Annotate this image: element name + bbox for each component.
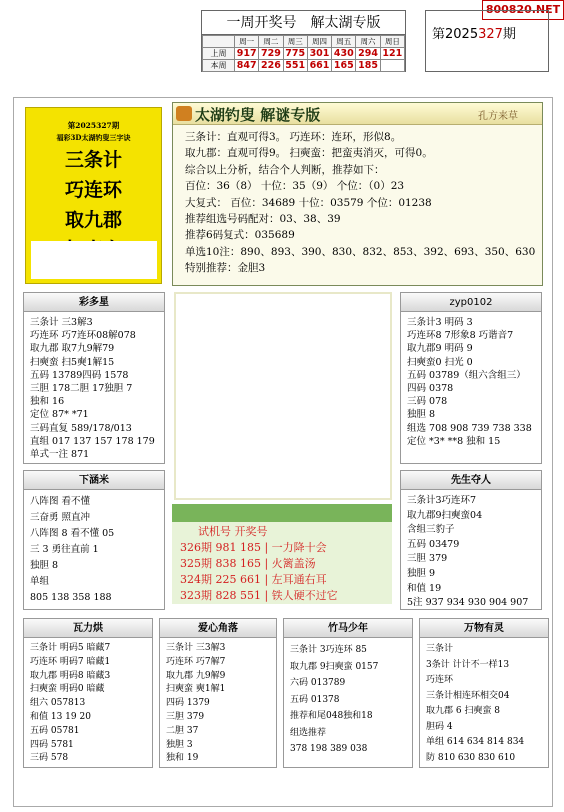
box-line: 四码 5781 xyxy=(30,739,74,750)
period-label: 第2025327期 xyxy=(425,10,549,72)
box-line: 胆码 4 xyxy=(426,721,453,732)
box-line: 巧连环 巧7解7 xyxy=(166,656,226,667)
analysis-line: 百位：36（8） 十位：35（9） 个位：（0）23 xyxy=(185,180,405,193)
draw-value: 551 xyxy=(283,60,307,72)
trial-row xyxy=(180,540,392,556)
box-line: 5注 937 934 930 904 907 xyxy=(407,597,529,609)
box-line: 扫奭蛮 明码0 暗藏 xyxy=(30,684,105,695)
box-line: 取九郡 6 扫奭蛮 8 xyxy=(426,706,501,716)
box-line: 六码 013789 xyxy=(290,678,346,688)
box-line: 单组 614 634 814 834 xyxy=(426,737,525,747)
period-number: 327 xyxy=(478,27,503,42)
box-body xyxy=(24,638,152,766)
trial-period: 324期 225 xyxy=(180,573,240,586)
box-line: 巧连环 巧7连环08解078 xyxy=(30,330,136,342)
weekly-title: 一周开奖号 解太湖专版 xyxy=(202,11,405,35)
box-line: 定位 *3* **8 独和 15 xyxy=(407,435,501,447)
box-line: 独胆 8 xyxy=(407,409,436,421)
day-header: 周二 xyxy=(259,36,283,48)
draw-value: 121 xyxy=(380,48,404,60)
box-line: 五码 01378 xyxy=(290,694,340,705)
box-line: 取九郡9扫奭蛮04 xyxy=(407,509,483,521)
box-line: 三码 078 xyxy=(407,396,448,408)
box-line: 三胆 379 xyxy=(166,711,205,722)
box-title: 爱心角落 xyxy=(160,619,276,638)
trial-phrase: | 火篱盖汤 xyxy=(260,557,316,570)
box-line: 三条计 三3解3 xyxy=(166,643,226,653)
draw-value xyxy=(380,60,404,72)
box-line: 三码直复 589/178/013 xyxy=(30,422,132,434)
box-line: 三条计 xyxy=(426,644,454,654)
trial-period: 326期 981 xyxy=(180,541,240,554)
analysis-line: 大复式： 百位：34689 十位：03579 个位：01238 xyxy=(185,196,432,209)
box-line: 扫奭蛮 奭1解1 xyxy=(166,684,226,695)
analysis-line: 特别推荐：金胆3 xyxy=(185,262,266,275)
box-line: 独胆 9 xyxy=(407,567,436,579)
box-line: 独和 19 xyxy=(166,753,199,764)
trial-numbers-panel xyxy=(172,504,392,604)
box-xiahanmi xyxy=(23,470,165,610)
box-line: 五码 03479 xyxy=(407,538,460,550)
riddle-word: 巧连环 xyxy=(64,179,122,201)
box-line: 八阵图 8 看不懂 05 xyxy=(30,528,115,539)
box-line: 五码 13789四码 1578 xyxy=(30,369,129,381)
box-line: 和值 19 xyxy=(407,582,442,594)
box-body xyxy=(160,638,276,766)
trial-header: 试机号 开奖号 xyxy=(198,525,268,538)
draw-value: 917 xyxy=(235,48,259,60)
box-line: 扫奭蛮 扫5奭1解15 xyxy=(30,356,115,368)
open-number: 551 xyxy=(239,589,261,602)
riddle-word: 三条计 xyxy=(64,149,122,171)
box-line: 组选 708 908 739 738 338 xyxy=(407,422,532,434)
box-aixinjiaoluo xyxy=(159,618,277,768)
box-body xyxy=(420,638,548,766)
box-line: 定位 87* *71 xyxy=(30,409,89,421)
draw-value: 185 xyxy=(356,60,380,72)
analysis-line: 取九郡：直观可得9。 扫奭蛮：把蛮夷消灭，可得0。 xyxy=(185,147,433,160)
day-header: 周日 xyxy=(380,36,404,48)
box-line: 独胆 3 xyxy=(166,739,193,750)
box-line: 三条计相连环相交04 xyxy=(426,690,510,701)
trial-rows xyxy=(172,522,392,604)
box-line: 八阵图 看不懂 xyxy=(30,496,91,507)
analysis-line: 单选10注：890、893、390、830、832、853、392、693、350、630 xyxy=(185,245,536,258)
box-line: 取九郡9 明码 9 xyxy=(407,343,473,355)
box-line: 805 138 358 188 xyxy=(30,592,112,603)
box-line: 巧连环 明码7 暗藏1 xyxy=(30,656,111,667)
box-line: 直组 017 137 157 178 179 xyxy=(30,435,155,447)
day-header: 周六 xyxy=(356,36,380,48)
box-title: 瓦力烘 xyxy=(24,619,152,638)
box-body xyxy=(401,312,541,448)
draw-value: 775 xyxy=(283,48,307,60)
box-title: 万物有灵 xyxy=(420,619,548,638)
box-line: 取九郡 明码8 暗藏3 xyxy=(30,670,111,681)
box-title: 彩多星 xyxy=(24,293,164,312)
banner-subtitle: 福彩3D太湖钓叟三字诀 xyxy=(56,133,131,142)
trial-phrase: | 左耳通右耳 xyxy=(260,573,327,586)
trial-period: 323期 828 xyxy=(180,589,240,602)
box-line: 三条计3 明码 3 xyxy=(407,317,473,328)
analysis-lines xyxy=(173,125,542,277)
draw-value: 661 xyxy=(307,60,331,72)
box-line: 含组三豹子 xyxy=(407,524,455,536)
box-title: 下涵米 xyxy=(24,471,164,490)
open-number: 185 xyxy=(239,541,261,554)
box-zhumashaonian xyxy=(283,618,413,768)
riddle-banner xyxy=(25,107,162,284)
box-caiduoxing xyxy=(23,292,165,464)
box-body xyxy=(401,490,541,611)
box-line: 防 810 630 830 610 xyxy=(426,752,516,763)
box-line: 二胆 37 xyxy=(166,725,199,736)
main-title: 太湖钓叟 解谜专版 xyxy=(195,106,321,124)
trial-period: 325期 838 xyxy=(180,557,240,570)
analysis-line: 三条计：直观可得3。 巧连环：连环，形似8。 xyxy=(185,131,402,143)
analysis-line: 推荐6码复式：035689 xyxy=(185,229,295,242)
box-title: 先生夺人 xyxy=(401,471,541,490)
row-label: 本周 xyxy=(203,60,235,72)
analysis-line: 综合以上分析，结合个人判断，推荐如下： xyxy=(185,163,385,176)
draw-value: 729 xyxy=(259,48,283,60)
box-line: 三 3 勇往直前 1 xyxy=(30,544,99,555)
box-line: 三条计3巧连环7 xyxy=(407,495,477,506)
box-line: 取九郡 9扫奭蛮 0157 xyxy=(290,661,379,672)
main-analysis-panel xyxy=(172,102,543,286)
day-header: 周五 xyxy=(332,36,356,48)
trial-phrase: | 铁人硬不过它 xyxy=(260,589,338,602)
box-line: 独胆 8 xyxy=(30,560,59,571)
box-line: 扫奭蛮0 扫光 0 xyxy=(407,356,473,368)
box-title: zyp0102 xyxy=(401,293,541,312)
trial-row xyxy=(180,572,392,588)
box-line: 独和 16 xyxy=(30,396,65,408)
box-line: 取九郡 取7九9解79 xyxy=(30,343,115,355)
box-line: 三条计 3巧连环 85 xyxy=(290,645,367,655)
box-xiansheng xyxy=(400,470,542,610)
fishing-icon xyxy=(176,106,192,121)
box-line: 三码 578 xyxy=(30,753,69,764)
box-line: 五码 05781 xyxy=(30,725,80,736)
box-line: 组六 057813 xyxy=(30,698,86,709)
banner-period: 第2025327期 xyxy=(67,121,120,130)
box-line: 巧连环8 7形象8 巧谐音7 xyxy=(407,330,514,342)
site-watermark: 800820.NET xyxy=(482,0,564,20)
box-line: 三胆 178二胆 17独胆 7 xyxy=(30,383,133,395)
row-label: 上周 xyxy=(203,48,235,60)
analysis-line: 推荐组选号码配对：03、38、39 xyxy=(185,213,341,226)
draw-value: 430 xyxy=(332,48,356,60)
box-line: 3条计 计计不一样13 xyxy=(426,659,510,670)
day-header: 周四 xyxy=(307,36,331,48)
riddle-word: 取九郡 xyxy=(64,209,122,231)
draw-value: 165 xyxy=(332,60,356,72)
draw-table xyxy=(202,35,405,72)
day-header: 周一 xyxy=(235,36,259,48)
trial-row xyxy=(180,588,392,604)
weekly-draw-table xyxy=(201,10,406,72)
day-header: 周三 xyxy=(283,36,307,48)
draw-value: 226 xyxy=(259,60,283,72)
box-zyp xyxy=(400,292,542,464)
box-line: 三条计 三3解3 xyxy=(30,317,93,328)
main-author: 孔方来草 xyxy=(478,111,518,122)
box-line: 单组 xyxy=(30,576,50,587)
box-line: 取九郡 九9解9 xyxy=(166,670,226,681)
box-walihong xyxy=(23,618,153,768)
box-body xyxy=(284,638,412,758)
box-wanwuyouling xyxy=(419,618,549,768)
box-line: 378 198 389 038 xyxy=(290,744,368,754)
box-line: 三奋勇 照直冲 xyxy=(30,512,91,523)
box-body xyxy=(24,312,164,461)
box-line: 三条计 明码5 暗藏7 xyxy=(30,643,111,653)
box-line: 三胆 379 xyxy=(407,553,448,565)
box-line: 巧连环 xyxy=(426,675,454,685)
trial-phrase: | 一力降十会 xyxy=(260,541,327,554)
open-number: 661 xyxy=(239,573,261,586)
draw-value: 294 xyxy=(356,48,380,60)
blank-panel xyxy=(31,241,157,279)
open-number: 165 xyxy=(239,557,261,570)
box-body xyxy=(24,490,164,606)
trial-row xyxy=(180,556,392,572)
draw-value: 847 xyxy=(235,60,259,72)
box-line: 四码 1379 xyxy=(166,698,210,709)
draw-value: 301 xyxy=(307,48,331,60)
box-line: 四码 0378 xyxy=(407,383,454,395)
box-line: 和值 13 19 20 xyxy=(30,711,91,722)
box-line: 单式一注 871 xyxy=(30,449,90,461)
main-panel-header xyxy=(173,103,542,125)
box-line: 组选推荐 xyxy=(290,727,327,738)
box-line: 推荐和尾048独和18 xyxy=(290,711,373,721)
box-line: 五码 03789（组六含组三） xyxy=(407,369,526,381)
box-title: 竹马少年 xyxy=(284,619,412,638)
blank-image-area xyxy=(174,292,392,500)
